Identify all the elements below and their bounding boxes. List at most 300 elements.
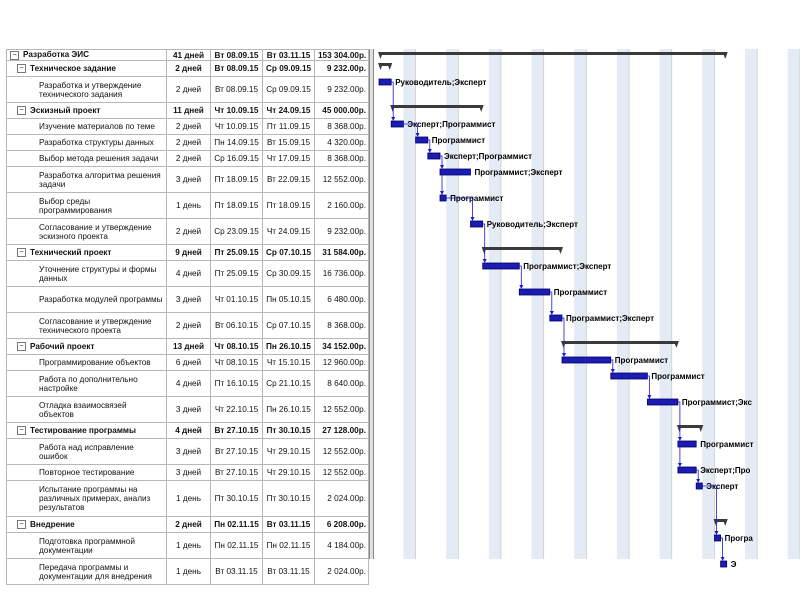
resource-label: Программист;Экс	[681, 398, 752, 407]
task-name-cell[interactable]	[7, 371, 167, 397]
duration-cell[interactable]	[167, 151, 211, 167]
finish-date-cell-text: Пн 02.11.15	[266, 541, 311, 550]
dependency-arrow	[721, 557, 725, 561]
task-row[interactable]	[7, 371, 369, 397]
task-name-cell[interactable]	[7, 423, 167, 439]
task-name-cell[interactable]	[7, 397, 167, 423]
cost-cell[interactable]	[315, 151, 369, 167]
summary-bar-right-cap	[723, 52, 728, 59]
resource-label: Программист	[614, 356, 669, 365]
start-date-cell-text: Пт 16.10.15	[214, 379, 259, 388]
duration-cell[interactable]	[167, 135, 211, 151]
duration-cell[interactable]	[167, 167, 211, 193]
task-bar	[696, 483, 702, 489]
resource-label: Программист	[700, 440, 754, 449]
task-name-cell-text: Разработка структуры данных	[39, 138, 154, 147]
finish-date-cell[interactable]	[263, 371, 315, 397]
finish-date-cell-text: Чт 24.09.15	[266, 106, 311, 115]
cost-cell[interactable]	[315, 439, 369, 465]
finish-date-cell-text: Ср 09.09.15	[266, 85, 311, 94]
start-date-cell[interactable]	[211, 245, 263, 261]
summary-bar-right-cap	[387, 63, 392, 70]
task-bar	[440, 195, 446, 201]
finish-date-cell[interactable]	[263, 245, 315, 261]
task-name-cell[interactable]	[7, 439, 167, 465]
task-name-cell[interactable]	[7, 465, 167, 481]
finish-date-cell-text: Чт 24.09.15	[266, 227, 311, 236]
task-name-cell[interactable]	[7, 481, 167, 517]
start-date-cell[interactable]	[211, 355, 263, 371]
duration-cell[interactable]	[167, 219, 211, 245]
finish-date-cell-text: Пн 05.10.15	[266, 295, 311, 304]
dependency-arrow	[696, 479, 700, 483]
dependency-arrow	[428, 149, 432, 153]
cost-cell[interactable]	[315, 103, 369, 119]
duration-cell[interactable]	[167, 397, 211, 423]
duration-cell-text: 2 дней	[175, 85, 202, 94]
cost-cell-text: 12 552.00р.	[322, 175, 366, 184]
task-bar	[483, 263, 520, 269]
cost-cell-text: 9 232.00р.	[327, 227, 366, 236]
cost-cell-text: 12 552.00р.	[322, 468, 366, 477]
task-name-cell-text: Программирование объектов	[39, 358, 151, 367]
dependency-arrow	[647, 395, 651, 399]
duration-cell-text: 2 дней	[175, 154, 202, 163]
start-date-cell[interactable]	[211, 481, 263, 517]
finish-date-cell[interactable]	[263, 559, 315, 585]
cost-cell-text: 4 320.00р.	[327, 138, 366, 147]
start-date-cell-text: Чт 22.10.15	[214, 405, 259, 414]
cost-cell-text: 8 368.00р.	[327, 154, 366, 163]
finish-date-cell-text: Ср 07.10.15	[266, 248, 312, 257]
task-name-cell-text: Разработка модулей программы	[39, 295, 163, 304]
duration-cell-text: 1 день	[176, 201, 201, 210]
start-date-cell-text: Пт 18.09.15	[214, 201, 259, 210]
finish-date-cell[interactable]	[263, 533, 315, 559]
cost-cell[interactable]	[315, 355, 369, 371]
resource-label: Руководитель;Эксперт	[395, 78, 487, 87]
start-date-cell-text: Пт 25.09.15	[214, 248, 259, 257]
task-name-cell-text: Испытание программы на различных примерах, анализ результатов	[39, 485, 151, 512]
task-name-cell-text: Согласование и утверждение технического проекта	[39, 316, 152, 335]
task-name-cell[interactable]	[7, 151, 167, 167]
summary-task-row[interactable]	[7, 423, 369, 439]
start-date-cell-text: Чт 10.09.15	[214, 122, 259, 131]
summary-bar-right-cap	[479, 105, 484, 112]
cost-cell-text: 2 024.00р.	[327, 567, 366, 576]
finish-date-cell[interactable]	[263, 61, 315, 77]
start-date-cell-text: Чт 01.10.15	[214, 295, 259, 304]
dependency-arrow	[391, 117, 395, 121]
finish-date-cell[interactable]	[263, 517, 315, 533]
cost-cell[interactable]	[315, 313, 369, 339]
start-date-cell[interactable]	[211, 61, 263, 77]
task-bar	[416, 137, 428, 143]
resource-label: Программист;Эксперт	[566, 314, 654, 323]
cost-cell[interactable]	[315, 423, 369, 439]
cost-cell[interactable]	[315, 371, 369, 397]
duration-cell[interactable]	[167, 339, 211, 355]
cost-cell-text: 8 640.00р.	[327, 379, 366, 388]
cost-cell[interactable]	[315, 559, 369, 585]
duration-cell[interactable]	[167, 119, 211, 135]
start-date-cell-text: Пт 18.09.15	[214, 175, 259, 184]
task-name-cell-text: Согласование и утверждение эскизного проекта	[39, 222, 152, 241]
task-row[interactable]	[7, 77, 369, 103]
start-date-cell[interactable]	[211, 313, 263, 339]
weekend-band	[660, 49, 672, 559]
finish-date-cell[interactable]	[263, 465, 315, 481]
task-name-cell-text: Работа по дополнительно настройке	[39, 374, 138, 393]
start-date-cell[interactable]	[211, 151, 263, 167]
start-date-cell-text: Вт 27.10.15	[214, 426, 259, 435]
task-name-cell[interactable]	[7, 559, 167, 585]
start-date-cell-text: Пн 02.11.15	[214, 520, 259, 529]
cost-cell-text: 34 152.00р.	[322, 342, 366, 351]
cost-cell-text: 2 160.00р.	[327, 201, 366, 210]
duration-cell-text: 2 дней	[175, 138, 202, 147]
finish-date-cell-text: Вт 03.11.15	[267, 567, 310, 576]
task-name-cell[interactable]	[7, 103, 167, 119]
start-date-cell-text: Чт 08.10.15	[214, 342, 259, 351]
dependency-arrow	[611, 369, 615, 373]
finish-date-cell-text: Ср 21.10.15	[266, 379, 311, 388]
task-name-cell-text: Выбор среды программирования	[39, 196, 112, 215]
start-date-cell-text: Пн 02.11.15	[214, 541, 259, 550]
start-date-cell[interactable]	[211, 533, 263, 559]
finish-date-cell-text: Чт 29.10.15	[266, 468, 311, 477]
resource-label: Эксперт;Программист	[444, 152, 532, 161]
start-date-cell[interactable]	[211, 193, 263, 219]
start-date-cell-text: Вт 08.09.15	[214, 64, 259, 73]
task-name-cell[interactable]	[7, 339, 167, 355]
finish-date-cell-text: Вт 22.09.15	[266, 175, 311, 184]
task-name-cell-text: Разработка алгоритма решения задачи	[39, 170, 161, 189]
duration-cell[interactable]	[167, 439, 211, 465]
duration-cell[interactable]	[167, 355, 211, 371]
task-name-cell[interactable]	[7, 77, 167, 103]
duration-cell[interactable]	[167, 50, 211, 61]
weekend-band	[532, 49, 544, 559]
start-date-cell[interactable]	[211, 119, 263, 135]
finish-date-cell[interactable]	[263, 287, 315, 313]
task-row[interactable]	[7, 193, 369, 219]
cost-cell[interactable]	[315, 245, 369, 261]
task-bar	[519, 289, 550, 295]
start-date-cell[interactable]	[211, 50, 263, 61]
summary-bar-left-cap	[677, 425, 682, 432]
task-name-cell-text: Изучение материалов по теме	[39, 122, 155, 131]
summary-task-row[interactable]	[7, 339, 369, 355]
cost-cell[interactable]	[315, 397, 369, 423]
duration-cell-text: 3 дней	[175, 447, 202, 456]
task-bar	[715, 535, 721, 541]
summary-task-row[interactable]	[7, 50, 369, 61]
start-date-cell[interactable]	[211, 439, 263, 465]
start-date-cell-text: Чт 08.10.15	[214, 358, 259, 367]
task-row[interactable]	[7, 313, 369, 339]
cost-cell[interactable]	[315, 135, 369, 151]
duration-cell-text: 2 дней	[175, 122, 202, 131]
dependency-arrow	[440, 165, 444, 169]
summary-bar	[483, 247, 562, 250]
finish-date-cell[interactable]	[263, 119, 315, 135]
finish-date-cell[interactable]	[263, 135, 315, 151]
cost-cell[interactable]	[315, 517, 369, 533]
dependency-arrow	[416, 133, 420, 137]
cost-cell[interactable]	[315, 61, 369, 77]
duration-cell[interactable]	[167, 559, 211, 585]
dependency-link	[391, 82, 393, 118]
cost-cell-text: 6 208.00р.	[326, 520, 366, 529]
start-date-cell[interactable]	[211, 465, 263, 481]
resource-label: Программист	[450, 194, 504, 203]
duration-cell[interactable]	[167, 517, 211, 533]
summary-bar	[562, 341, 678, 344]
cost-cell[interactable]	[315, 261, 369, 287]
task-grid	[6, 49, 369, 585]
task-name-cell[interactable]	[7, 61, 167, 77]
cost-cell[interactable]	[315, 287, 369, 313]
start-date-cell-text: Ср 16.09.15	[214, 154, 259, 163]
start-date-cell[interactable]	[211, 77, 263, 103]
task-row[interactable]	[7, 167, 369, 193]
finish-date-cell[interactable]	[263, 423, 315, 439]
start-date-cell[interactable]	[211, 103, 263, 119]
task-row[interactable]	[7, 533, 369, 559]
start-date-cell[interactable]	[211, 517, 263, 533]
task-name-cell-text: Подготовка программной документации	[39, 536, 135, 555]
task-row[interactable]	[7, 119, 369, 135]
task-row[interactable]	[7, 397, 369, 423]
finish-date-cell-text: Вт 15.09.15	[266, 138, 311, 147]
duration-cell-text: 4 дней	[175, 426, 202, 435]
finish-date-cell[interactable]	[263, 313, 315, 339]
duration-cell[interactable]	[167, 245, 211, 261]
cost-cell-text: 2 024.00р.	[327, 494, 366, 503]
duration-cell[interactable]	[167, 313, 211, 339]
cost-cell[interactable]	[315, 465, 369, 481]
summary-bar	[391, 105, 483, 108]
start-date-cell-text: Вт 08.09.15	[214, 50, 259, 60]
task-name-cell[interactable]	[7, 119, 167, 135]
task-row[interactable]	[7, 135, 369, 151]
finish-date-cell-text: Пт 30.10.15	[266, 494, 311, 503]
finish-date-cell[interactable]	[263, 397, 315, 423]
resource-label: Программист	[651, 372, 705, 381]
duration-cell[interactable]	[167, 77, 211, 103]
dependency-arrow	[678, 437, 682, 441]
dependency-link	[562, 318, 564, 354]
task-row[interactable]	[7, 287, 369, 313]
resource-label: Эксперт;Про	[700, 466, 751, 475]
finish-date-cell[interactable]	[263, 439, 315, 465]
start-date-cell[interactable]	[211, 397, 263, 423]
minus-box-icon[interactable]: −	[17, 106, 26, 115]
finish-date-cell[interactable]	[263, 151, 315, 167]
weekend-band	[617, 49, 629, 559]
duration-cell[interactable]	[167, 287, 211, 313]
cost-cell[interactable]	[315, 167, 369, 193]
minus-box-icon[interactable]: −	[17, 342, 26, 351]
task-name-cell-text: Уточнение структуры и формы данных	[39, 264, 157, 283]
task-row[interactable]	[7, 465, 369, 481]
start-date-cell[interactable]	[211, 339, 263, 355]
weekend-band	[745, 49, 757, 559]
cost-cell[interactable]	[315, 119, 369, 135]
cost-cell-text: 16 736.00р.	[322, 269, 366, 278]
dependency-arrow	[483, 259, 487, 263]
task-name-cell[interactable]	[7, 50, 167, 61]
resource-label: Э	[730, 560, 737, 569]
start-date-cell[interactable]	[211, 261, 263, 287]
task-row[interactable]	[7, 355, 369, 371]
summary-task-row[interactable]	[7, 245, 369, 261]
duration-cell-text: 3 дней	[175, 405, 202, 414]
finish-date-cell[interactable]	[263, 355, 315, 371]
task-name-cell-text: Рабочий проект	[30, 341, 95, 351]
resource-label: Программист	[431, 136, 486, 145]
cost-cell[interactable]	[315, 533, 369, 559]
finish-date-cell-text: Ср 30.09.15	[266, 269, 311, 278]
duration-cell-text: 6 дней	[175, 358, 202, 367]
task-row[interactable]	[7, 261, 369, 287]
resource-label: Руководитель;Эксперт	[486, 220, 578, 229]
duration-cell-text: 11 дней	[173, 106, 204, 115]
task-name-cell-text: Выбор метода решения задачи	[39, 154, 159, 163]
task-bar	[678, 467, 696, 473]
task-name-cell[interactable]	[7, 193, 167, 219]
summary-task-row[interactable]	[7, 517, 369, 533]
cost-cell[interactable]	[315, 50, 369, 61]
task-bar	[391, 121, 403, 127]
dependency-arrow	[519, 285, 523, 289]
duration-cell[interactable]	[167, 371, 211, 397]
task-bar	[611, 373, 648, 379]
summary-bar-left-cap	[561, 341, 566, 348]
cost-cell[interactable]	[315, 339, 369, 355]
task-bar	[471, 221, 483, 227]
finish-date-cell[interactable]	[263, 261, 315, 287]
task-bar	[379, 79, 391, 85]
finish-date-cell[interactable]	[263, 481, 315, 517]
minus-box-icon[interactable]: −	[10, 51, 19, 60]
duration-cell[interactable]	[167, 61, 211, 77]
cost-cell[interactable]	[315, 77, 369, 103]
minus-box-icon[interactable]: −	[17, 426, 26, 435]
task-name-cell[interactable]	[7, 135, 167, 151]
task-name-cell[interactable]	[7, 167, 167, 193]
duration-cell-text: 4 дней	[175, 379, 202, 388]
start-date-cell[interactable]	[211, 559, 263, 585]
start-date-cell[interactable]	[211, 423, 263, 439]
task-name-cell[interactable]	[7, 287, 167, 313]
start-date-cell-text: Вт 08.09.15	[214, 85, 259, 94]
cost-cell-text: 8 368.00р.	[327, 122, 366, 131]
task-name-cell[interactable]	[7, 261, 167, 287]
resource-label: Эксперт	[706, 482, 739, 491]
start-date-cell-text: Вт 27.10.15	[214, 468, 259, 477]
task-row[interactable]	[7, 219, 369, 245]
task-name-cell[interactable]	[7, 245, 167, 261]
task-name-cell-text: Тестирование программы	[30, 425, 136, 435]
duration-cell[interactable]	[167, 423, 211, 439]
duration-cell[interactable]	[167, 465, 211, 481]
dependency-arrow	[678, 463, 682, 467]
start-date-cell-text: Пт 25.09.15	[214, 269, 259, 278]
duration-cell-text: 3 дней	[175, 468, 202, 477]
minus-box-icon[interactable]: −	[17, 64, 26, 73]
task-name-cell[interactable]	[7, 533, 167, 559]
cost-cell[interactable]	[315, 219, 369, 245]
task-row[interactable]	[7, 151, 369, 167]
cost-cell[interactable]	[315, 481, 369, 517]
start-date-cell[interactable]	[211, 167, 263, 193]
summary-bar	[379, 52, 727, 55]
cost-cell[interactable]	[315, 193, 369, 219]
summary-bar-left-cap	[482, 247, 487, 254]
task-name-cell[interactable]	[7, 219, 167, 245]
finish-date-cell-text: Чт 15.10.15	[266, 358, 311, 367]
finish-date-cell[interactable]	[263, 167, 315, 193]
summary-bar-right-cap	[558, 247, 563, 254]
finish-date-cell[interactable]	[263, 339, 315, 355]
task-row[interactable]	[7, 481, 369, 517]
task-bar	[550, 315, 562, 321]
start-date-cell-text: Вт 27.10.15	[214, 447, 259, 456]
minus-box-icon[interactable]: −	[17, 248, 26, 257]
task-name-cell[interactable]	[7, 355, 167, 371]
duration-cell[interactable]	[167, 103, 211, 119]
task-row[interactable]	[7, 559, 369, 585]
finish-date-cell[interactable]	[263, 50, 315, 61]
start-date-cell[interactable]	[211, 371, 263, 397]
task-bar	[428, 153, 440, 159]
start-date-cell[interactable]	[211, 219, 263, 245]
task-name-cell[interactable]	[7, 313, 167, 339]
finish-date-cell[interactable]	[263, 77, 315, 103]
task-name-cell-text: Разработка и утверждение технического задания	[39, 80, 142, 99]
task-row[interactable]	[7, 439, 369, 465]
summary-task-row[interactable]	[7, 61, 369, 77]
finish-date-cell[interactable]	[263, 219, 315, 245]
finish-date-cell[interactable]	[263, 193, 315, 219]
duration-cell[interactable]	[167, 533, 211, 559]
duration-cell-text: 3 дней	[175, 295, 202, 304]
duration-cell[interactable]	[167, 481, 211, 517]
start-date-cell-text: Вт 03.11.15	[215, 567, 258, 576]
finish-date-cell[interactable]	[263, 103, 315, 119]
duration-cell-text: 1 день	[176, 494, 201, 503]
finish-date-cell-text: Чт 29.10.15	[266, 447, 311, 456]
duration-cell[interactable]	[167, 193, 211, 219]
start-date-cell-text: Пт 30.10.15	[214, 494, 259, 503]
cost-cell-text: 27 128.00р.	[322, 426, 366, 435]
cost-cell-text: 12 552.00р.	[322, 405, 366, 414]
task-name-cell-text: Эскизный проект	[30, 105, 101, 115]
task-name-cell[interactable]	[7, 517, 167, 533]
cost-cell-text: 8 368.00р.	[327, 321, 366, 330]
duration-cell-text: 2 дней	[175, 321, 202, 330]
resource-label: Програ	[724, 534, 753, 543]
summary-task-row[interactable]	[7, 103, 369, 119]
start-date-cell[interactable]	[211, 135, 263, 151]
minus-box-icon[interactable]: −	[17, 520, 26, 529]
duration-cell[interactable]	[167, 261, 211, 287]
finish-date-cell-text: Вт 03.11.15	[266, 520, 311, 529]
task-bar	[647, 399, 678, 405]
start-date-cell[interactable]	[211, 287, 263, 313]
